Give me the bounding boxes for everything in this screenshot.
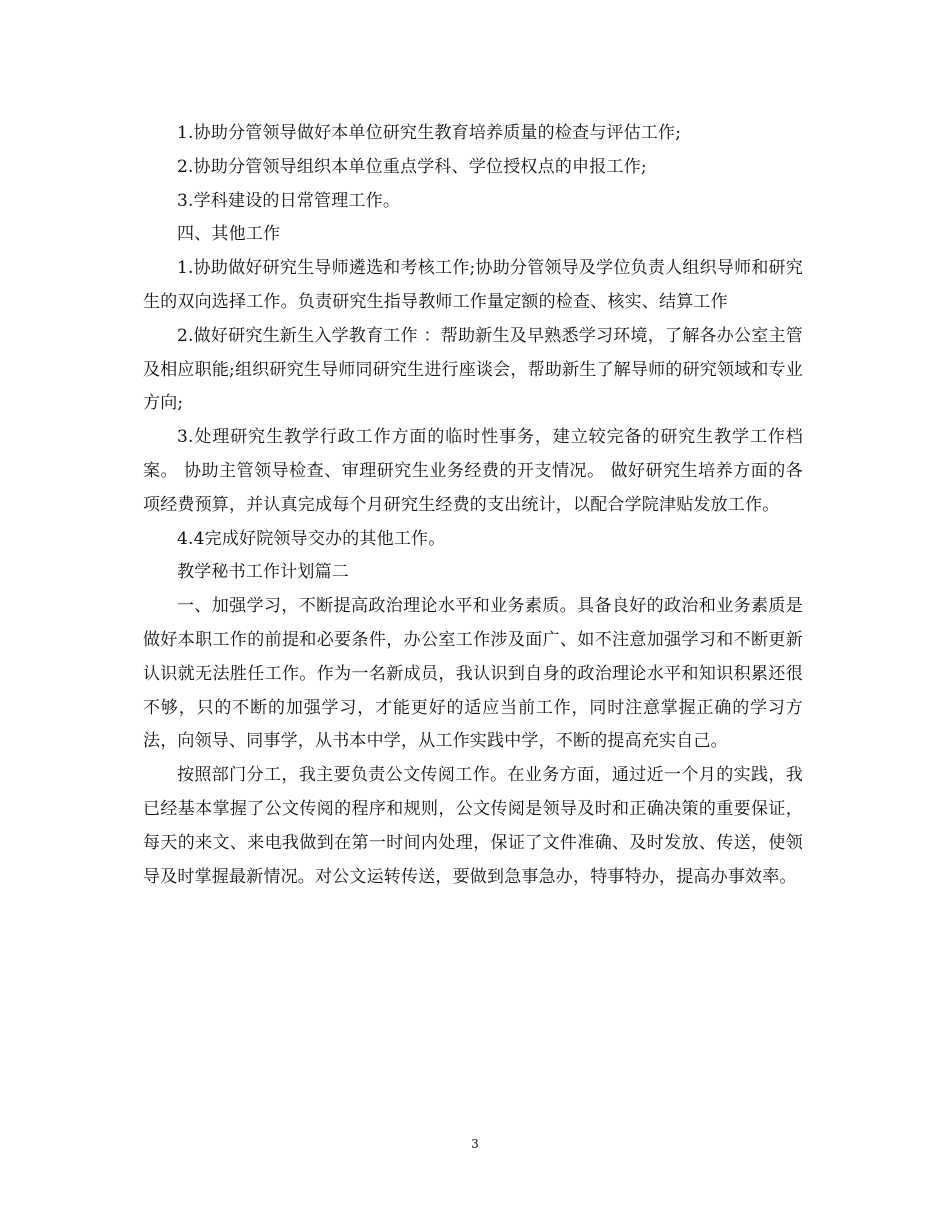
paragraph-7: 3.处理研究生教学行政工作方面的临时性事务，建立较完备的研究生教学工作档案。 协助主管领导检查、审理研究生业务经费的开支情况。 做好研究生培养方面的各项经费预算，并认真完成每个月研究生经费的支出统计，以配合学院津贴发放工作。 [143,427,803,515]
section-heading-other-work: 四、其他工作 [177,224,281,245]
page-number: 3 [471,1137,479,1151]
paragraph-2: 2.协助分管领导组织本单位重点学科、学位授权点的申报工作; [177,156,647,177]
paragraph-5: 1.协助做好研究生导师遴选和考核工作;协助分管领导及学位负责人组织导师和研究生的双向选择工作。负责研究生指导教师工作量定额的检查、核实、结算工作 [143,258,803,312]
paragraph-8: 4.4完成好院领导交办的其他工作。 [177,528,446,549]
paragraph-10: 一、加强学习，不断提高政治理论水平和业务素质。具备良好的政治和业务素质是做好本职工作的前提和必要条件，办公室工作涉及面广、如不注意加强学习和不断更新认识就无法胜任工作。作为一名新成员，我认识到自身的政治理论水平和知识积累还很不够，只的不断的加强学习，才能更好的适应当前工作，同时注意掌握正确的学习方法，向领导、同事学，从书本中学，从工作实践中学，不断的提高充实自己。 [143,596,803,752]
document-body [143,117,803,894]
paragraph-11: 按照部门分工，我主要负责公文传阅工作。在业务方面，通过近一个月的实践，我已经基本掌握了公文传阅的程序和规则，公文传阅是领导及时和正确决策的重要保证，每天的来文、来电我做到在第一时间内处理，保证了文件准确、及时发放、传送，使领导及时掌握最新情况。对公文运转传送，要做到急事急办，特事特办，提高办事效率。 [143,765,803,887]
paragraph-6: 2.做好研究生新生入学教育工作 ：帮助新生及早熟悉学习环境，了解各办公室主管及相应职能;组织研究生导师同研究生进行座谈会，帮助新生了解导师的研究领域和专业方向; [143,325,803,414]
paragraph-1: 1.协助分管领导做好本单位研究生教育培养质量的检查与评估工作; [177,123,682,143]
section-heading-plan-two: 教学秘书工作计划篇二 [177,562,349,583]
paragraph-3: 3.学科建设的日常管理工作。 [177,190,401,211]
